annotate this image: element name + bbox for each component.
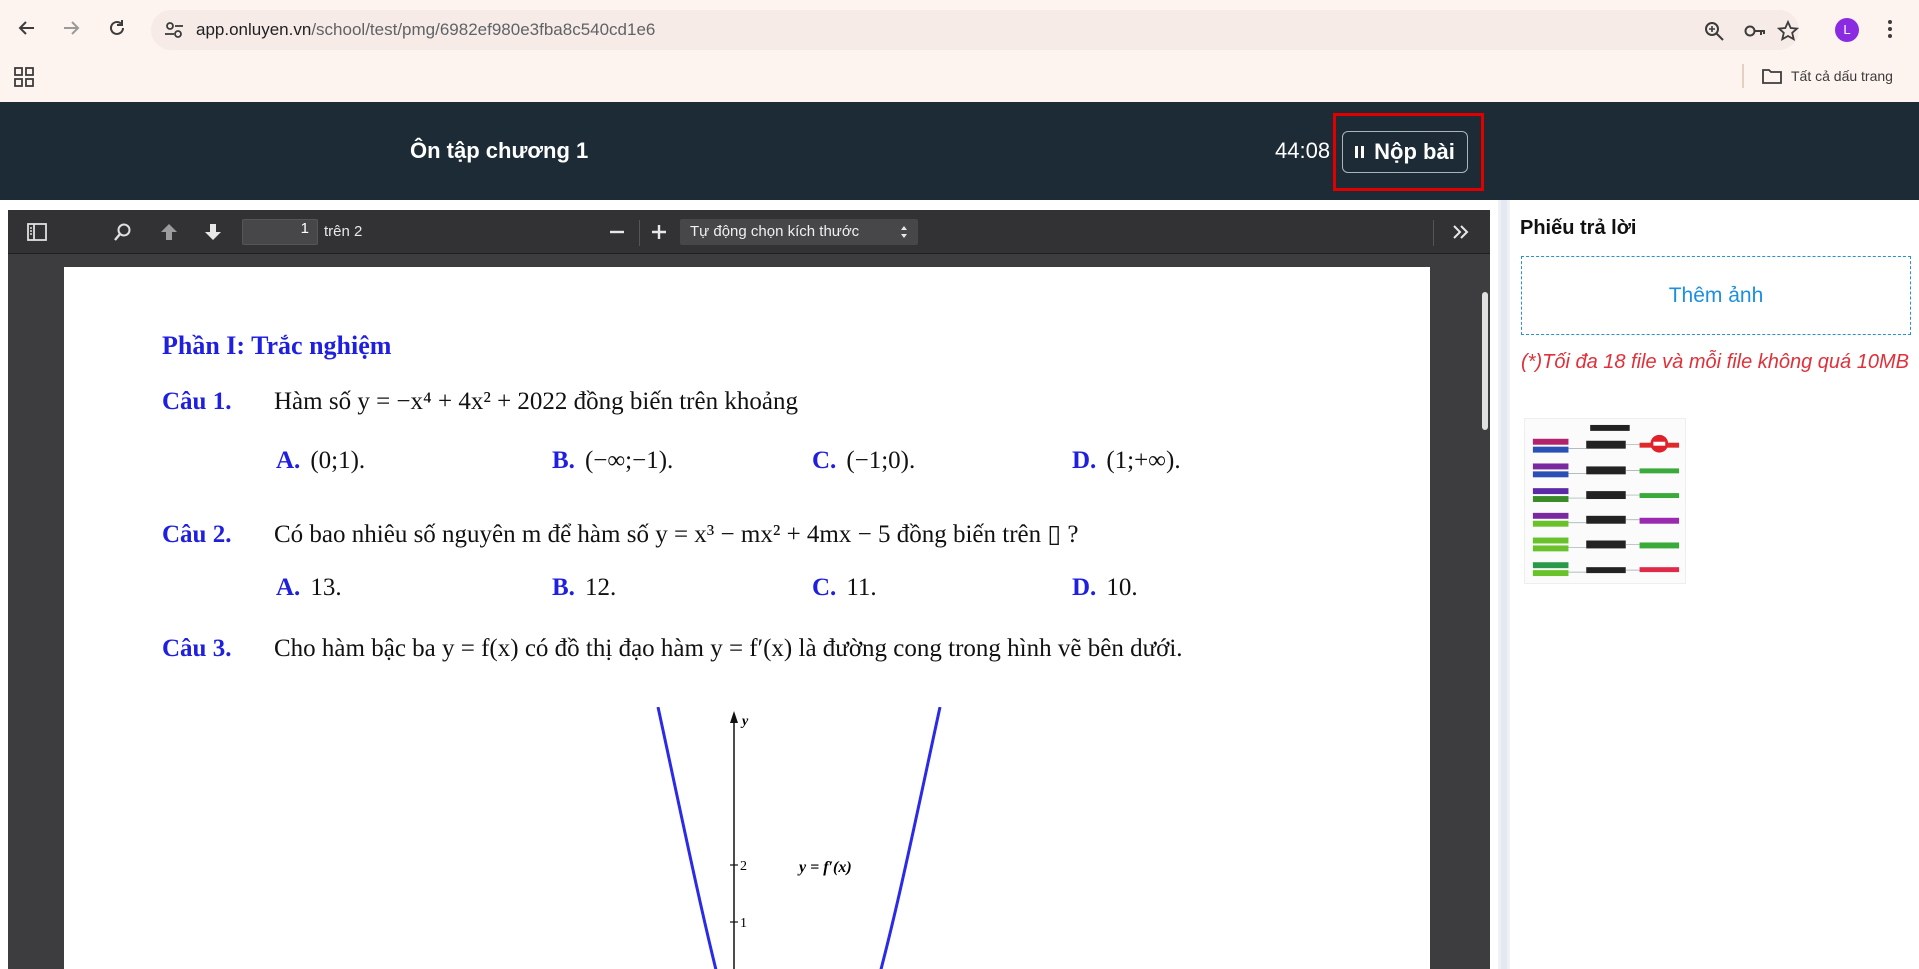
sidebar-toggle-button[interactable]: [26, 221, 48, 243]
address-bar[interactable]: [151, 10, 1799, 50]
pdf-viewer: [8, 210, 1490, 969]
url-text: [196, 10, 655, 50]
add-photo-button[interactable]: Thêm ảnh: [1521, 256, 1911, 335]
q1-option-a: [276, 447, 365, 475]
page-count-label: trên 2: [324, 223, 363, 240]
arrow-right-icon: [61, 18, 81, 38]
question-1-label: Câu 1.: [162, 388, 232, 415]
q2-option-b: [552, 574, 616, 602]
option-label: A.: [276, 574, 301, 601]
browser-chrome: [0, 0, 1919, 102]
pdf-page: [64, 267, 1430, 969]
toolbar-separator: [639, 220, 640, 246]
option-text: (−1;0).: [846, 447, 916, 474]
q1-option-d: [1072, 447, 1181, 475]
forward-button[interactable]: [56, 13, 86, 43]
url-path: /school/test/pmg/6982ef980e3fba8c540cd1e6: [311, 20, 656, 39]
url-host: app.onluyen.vn: [196, 20, 312, 39]
question-3-label: Câu 3.: [162, 635, 232, 662]
reload-button[interactable]: [102, 13, 132, 43]
sidebar-toggle-icon: [26, 221, 48, 243]
arrow-up-icon: [158, 221, 180, 243]
page-number-input[interactable]: 1: [242, 219, 318, 245]
option-text: (−∞;−1).: [584, 447, 674, 474]
thumbnail-content: [1533, 425, 1679, 576]
zoom-out-button[interactable]: [606, 221, 628, 243]
next-page-button[interactable]: [202, 221, 224, 243]
panel-divider-rail: [1501, 200, 1507, 969]
option-text: (0;1).: [310, 447, 366, 474]
submit-test-button[interactable]: [1342, 131, 1468, 173]
site-settings-icon[interactable]: [163, 19, 185, 41]
option-text: (1;+∞).: [1106, 447, 1181, 474]
bookmark-bar-divider: [1742, 64, 1744, 88]
option-label: B.: [552, 447, 575, 474]
q2-option-c: [812, 574, 877, 602]
password-key-icon[interactable]: [1743, 20, 1767, 42]
option-label: C.: [812, 447, 837, 474]
plus-icon: [648, 221, 670, 243]
curve-right-branch: [868, 707, 940, 969]
panel-divider: [1498, 200, 1510, 969]
option-text: 11.: [846, 574, 877, 601]
all-bookmarks-button[interactable]: [1761, 65, 1893, 87]
q2-option-a: [276, 574, 342, 602]
pdf-scrollbar[interactable]: [1482, 292, 1488, 430]
curve-left-branch: [658, 707, 728, 969]
option-label: B.: [552, 574, 575, 601]
q1-option-b: [552, 447, 673, 475]
answer-sheet-panel: [1510, 200, 1919, 969]
minus-icon: [606, 221, 628, 243]
zoom-select[interactable]: [680, 219, 918, 245]
tick-2-label: 2: [740, 859, 747, 874]
q2-option-d: [1072, 574, 1138, 602]
zoom-icon[interactable]: [1703, 20, 1725, 42]
zoom-select-value: Tự động chọn kích thước: [690, 223, 860, 240]
test-title: Ôn tập chương 1: [410, 138, 589, 163]
select-arrows-icon: [900, 224, 908, 240]
arrow-left-icon: [17, 18, 37, 38]
arrow-down-icon: [202, 221, 224, 243]
question-2-text: Có bao nhiêu số nguyên m để hàm số y = x³ − mx² + 4mx − 5 đồng biến trên ▯ ?: [274, 521, 1079, 548]
question-3-text: Cho hàm bậc ba y = f(x) có đồ thị đạo hàm y = f′(x) là đường cong trong hình vẽ bên dưới.: [274, 635, 1183, 662]
option-label: D.: [1072, 447, 1097, 474]
profile-avatar[interactable]: L: [1835, 18, 1859, 42]
option-text: 10.: [1106, 574, 1138, 601]
submit-label: Nộp bài: [1374, 139, 1455, 164]
all-bookmarks-label: Tất cả dấu trang: [1791, 68, 1893, 84]
question-3: [162, 635, 1183, 663]
option-label: C.: [812, 574, 837, 601]
answer-sheet-title: Phiếu trả lời: [1520, 217, 1637, 239]
upload-limit-note: (*)Tối đa 18 file và mỗi file không quá 10MB: [1521, 351, 1909, 373]
reload-icon: [107, 18, 127, 38]
toolbar-separator: [1433, 220, 1434, 246]
option-text: 13.: [310, 574, 342, 601]
tools-menu-button[interactable]: [1450, 221, 1472, 243]
option-label: D.: [1072, 574, 1097, 601]
section-title: Phần I: Trắc nghiệm: [162, 331, 392, 360]
zoom-in-button[interactable]: [648, 221, 670, 243]
uploaded-image-thumbnail[interactable]: [1524, 418, 1686, 584]
pause-icon: [1355, 146, 1364, 158]
tick-1-label: 1: [740, 916, 747, 931]
question-1: [162, 388, 798, 416]
search-icon: [112, 221, 134, 243]
question-2-label: Câu 2.: [162, 521, 232, 548]
double-chevron-right-icon: [1450, 221, 1472, 243]
y-axis-label: y: [742, 714, 749, 729]
pdf-toolbar: [8, 210, 1490, 254]
previous-page-button[interactable]: [158, 221, 180, 243]
countdown-timer: 44:08: [1275, 138, 1331, 163]
y-axis-arrow: [730, 711, 738, 723]
find-button[interactable]: [112, 221, 134, 243]
question-1-text: Hàm số y = −x⁴ + 4x² + 2022 đồng biến trên khoảng: [274, 388, 798, 415]
option-text: 12.: [584, 574, 617, 601]
question-2: [162, 519, 1079, 549]
back-button[interactable]: [12, 13, 42, 43]
derivative-graph: [644, 707, 944, 969]
pdf-scroll-area[interactable]: [8, 254, 1490, 969]
q1-option-c: [812, 447, 915, 475]
test-header: [0, 102, 1919, 200]
bookmark-star-icon[interactable]: [1777, 20, 1799, 42]
apps-grid-icon[interactable]: [14, 67, 34, 87]
option-label: A.: [276, 447, 301, 474]
curve-label: y = f′(x): [799, 859, 852, 876]
browser-menu-icon[interactable]: [1880, 14, 1900, 44]
folder-icon: [1761, 66, 1783, 86]
